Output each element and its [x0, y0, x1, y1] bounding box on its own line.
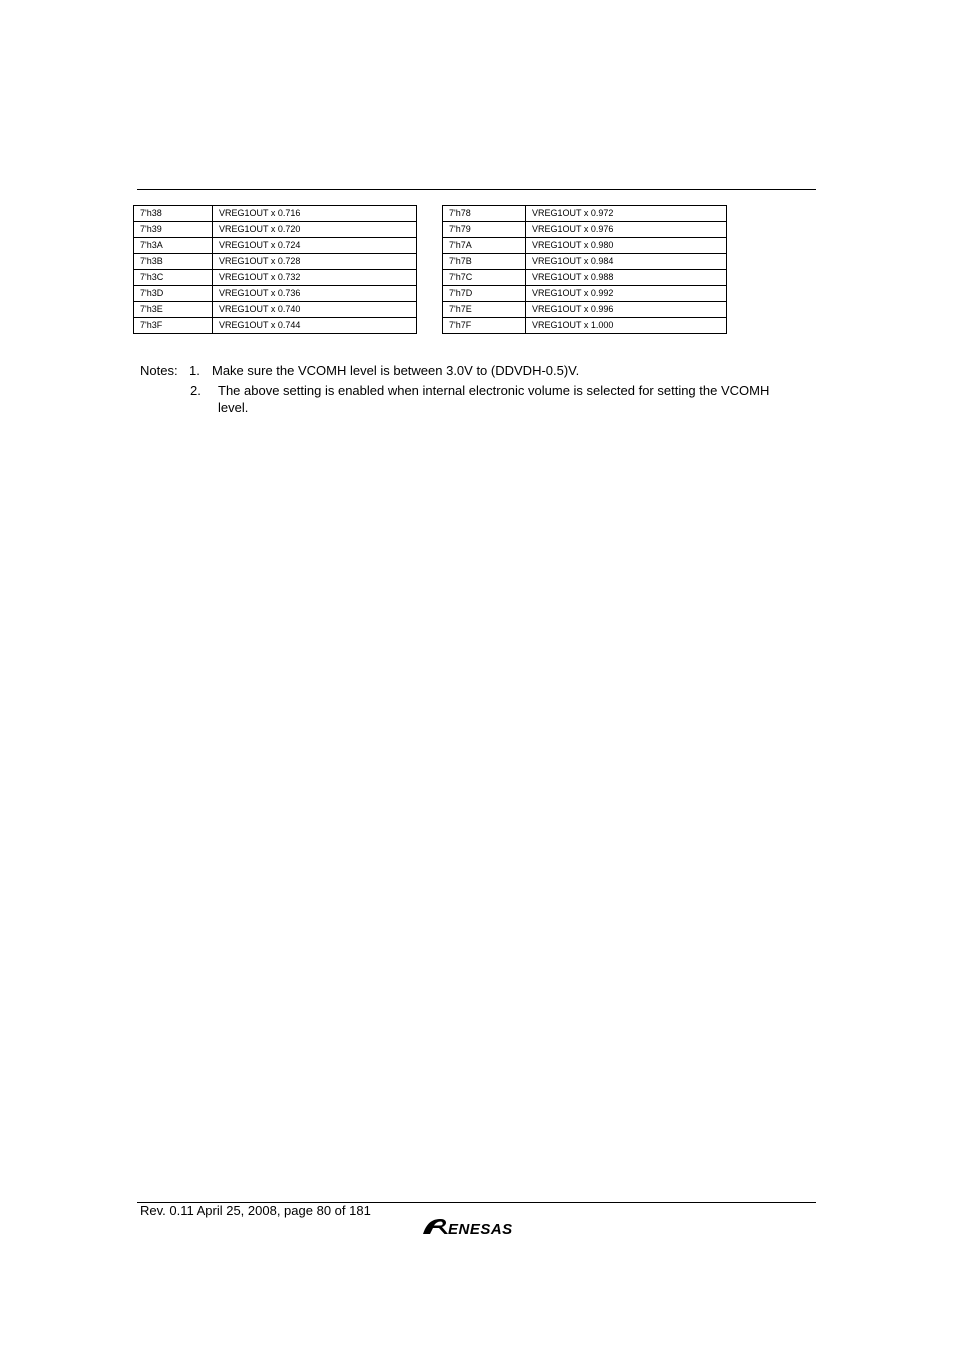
register-code-cell: 7'h78 — [443, 206, 526, 222]
table-row — [443, 222, 727, 238]
table-row — [443, 318, 727, 334]
register-value-cell: VREG1OUT x 0.736 — [213, 286, 417, 302]
table-row — [134, 286, 417, 302]
note-text — [218, 382, 814, 416]
register-code-cell: 7'h39 — [134, 222, 213, 238]
register-code-cell: 7'h7A — [443, 238, 526, 254]
register-value-cell: VREG1OUT x 0.740 — [213, 302, 417, 318]
register-table-right — [442, 205, 727, 334]
register-value-cell: VREG1OUT x 0.972 — [526, 206, 727, 222]
register-code-cell: 7'h3E — [134, 302, 213, 318]
table-row — [443, 254, 727, 270]
register-value-cell: VREG1OUT x 0.976 — [526, 222, 727, 238]
svg-text:ENESAS: ENESAS — [448, 1221, 513, 1238]
register-code-cell: 7'h3C — [134, 270, 213, 286]
register-value-cell: VREG1OUT x 0.732 — [213, 270, 417, 286]
note-item — [140, 382, 820, 415]
register-code-cell: 7'h7F — [443, 318, 526, 334]
table-row — [443, 238, 727, 254]
notes-section — [140, 362, 820, 415]
table-row — [443, 286, 727, 302]
register-value-cell: VREG1OUT x 0.728 — [213, 254, 417, 270]
table-row — [134, 254, 417, 270]
note-text: Make sure the VCOMH level is between 3.0V to (DDVDH-0.5)V. — [212, 363, 580, 378]
table-row — [443, 302, 727, 318]
register-value-cell: VREG1OUT x 1.000 — [526, 318, 727, 334]
register-value-cell: VREG1OUT x 0.716 — [213, 206, 417, 222]
note-item — [140, 362, 820, 382]
table-row — [443, 270, 727, 286]
footer-revision: Rev. 0.11 April 25, 2008, page 80 of 181 — [140, 1203, 371, 1218]
notes-label: Notes: — [140, 363, 178, 378]
register-code-cell: 7'h7B — [443, 254, 526, 270]
table-row — [134, 302, 417, 318]
register-value-cell: VREG1OUT x 0.980 — [526, 238, 727, 254]
note-text-line: level. — [218, 400, 249, 415]
register-code-cell: 7'h7C — [443, 270, 526, 286]
register-value-cell: VREG1OUT x 0.744 — [213, 318, 417, 334]
register-code-cell: 7'h3B — [134, 254, 213, 270]
header-rule — [137, 189, 816, 190]
register-code-cell: 7'h3D — [134, 286, 213, 302]
register-value-cell: VREG1OUT x 0.988 — [526, 270, 727, 286]
register-code-cell: 7'h79 — [443, 222, 526, 238]
table-row — [134, 206, 417, 222]
register-code-cell: 7'h3A — [134, 238, 213, 254]
register-value-cell: VREG1OUT x 0.720 — [213, 222, 417, 238]
note-number: 1. — [189, 363, 200, 378]
register-value-cell: VREG1OUT x 0.996 — [526, 302, 727, 318]
register-value-cell: VREG1OUT x 0.992 — [526, 286, 727, 302]
register-value-cell: VREG1OUT x 0.724 — [213, 238, 417, 254]
register-code-cell: 7'h7E — [443, 302, 526, 318]
renesas-logo — [421, 1216, 533, 1238]
table-row — [134, 222, 417, 238]
note-number: 2. — [190, 383, 201, 398]
table-row — [443, 206, 727, 222]
register-code-cell: 7'h3F — [134, 318, 213, 334]
register-code-cell: 7'h7D — [443, 286, 526, 302]
register-value-cell: VREG1OUT x 0.984 — [526, 254, 727, 270]
table-row — [134, 270, 417, 286]
table-row — [134, 318, 417, 334]
table-row — [134, 238, 417, 254]
register-table-left — [133, 205, 417, 334]
register-code-cell: 7'h38 — [134, 206, 213, 222]
note-text-line: The above setting is enabled when internal electronic volume is selected for setting the VCOMH — [218, 383, 770, 398]
